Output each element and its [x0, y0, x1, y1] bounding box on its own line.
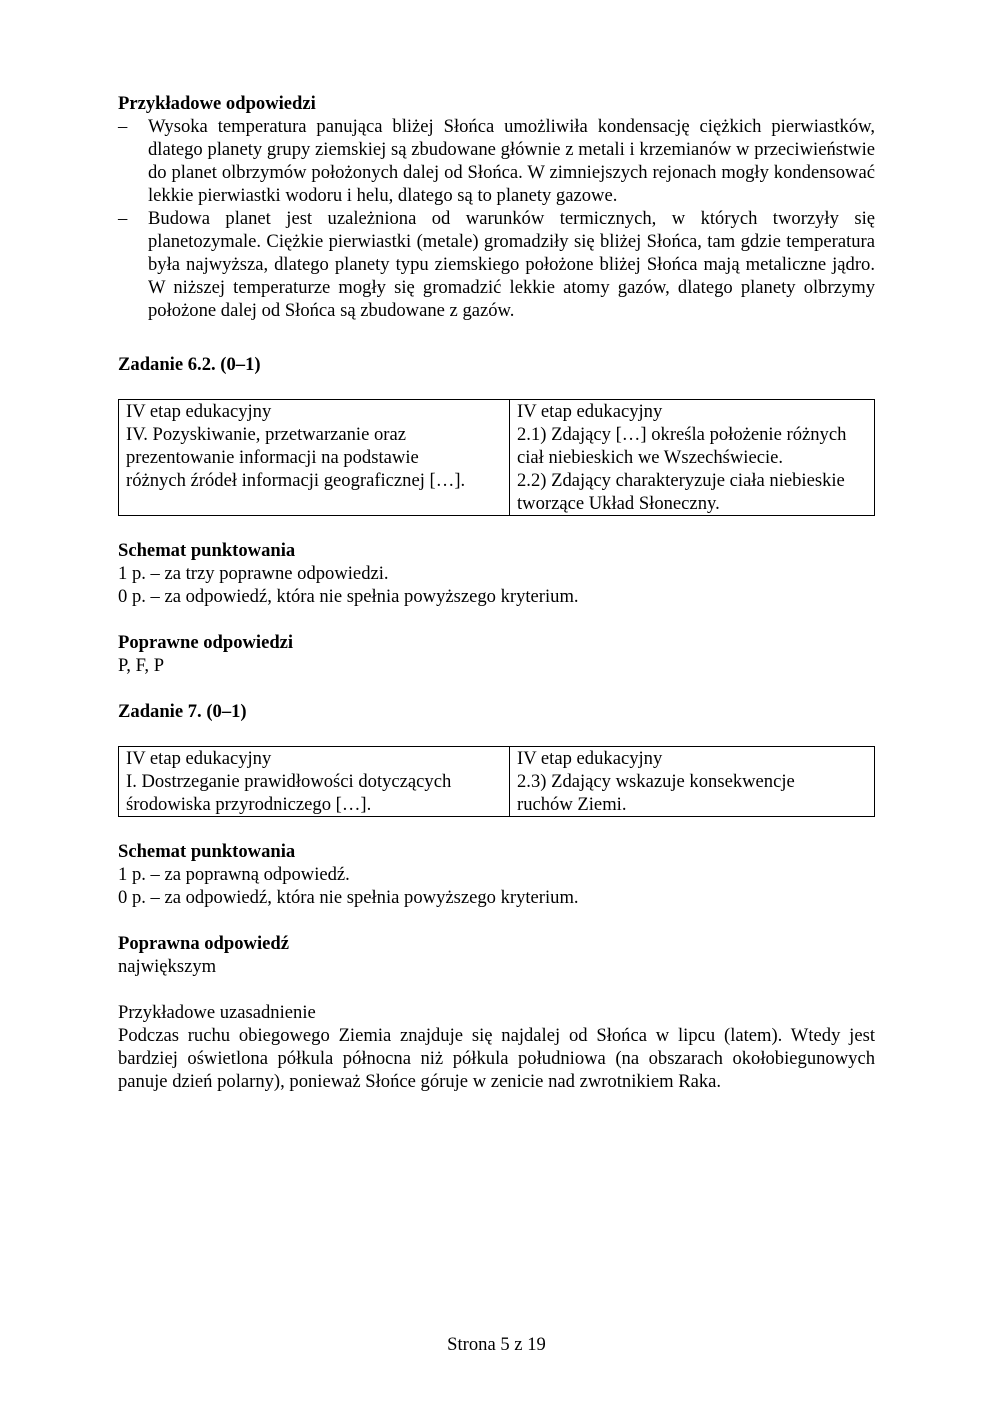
- sample-answer-text: Wysoka temperatura panująca bliżej Słońca umożliwiła kondensację ciężkich pierwiastków, dlatego planety grupy ziemskiej są zbudowane głównie z metali i krzemianów w przeciwieństwie do planet olbrzymów położonych dalej od Słońca. W zimniejszych rejonach mogły kondensować lekkie pierwiastki wodoru i helu, dlatego są to planety gazowe.: [148, 116, 875, 206]
- correct-answer-heading: Poprawna odpowiedź: [118, 933, 289, 954]
- task-6-2-requirements-table: [118, 399, 875, 516]
- general-requirement-cell: [119, 400, 510, 516]
- table-cell-line: IV. Pozyskiwanie, przetwarzanie oraz: [126, 424, 406, 445]
- table-cell-line: IV etap edukacyjny: [126, 401, 272, 422]
- scoring-line: 0 p. – za odpowiedź, która nie spełnia powyższego kryterium.: [118, 887, 579, 908]
- specific-requirement-cell: [510, 400, 875, 516]
- table-cell-line: ciał niebieskich we Wszechświecie.: [517, 447, 784, 468]
- list-item: [118, 207, 875, 322]
- table-cell-line: IV etap edukacyjny: [517, 748, 663, 769]
- table-cell-line: 2.3) Zdający wskazuje konsekwencje: [517, 771, 795, 792]
- task-7-title: Zadanie 7. (0–1): [118, 701, 247, 722]
- dash-bullet: –: [118, 116, 128, 137]
- general-requirement-cell: [119, 747, 510, 817]
- correct-answers-heading: Poprawne odpowiedzi: [118, 632, 294, 653]
- task-6-2-title: Zadanie 6.2. (0–1): [118, 354, 261, 375]
- sample-answers-heading: Przykładowe odpowiedzi: [118, 93, 316, 114]
- scoring-line: 1 p. – za trzy poprawne odpowiedzi.: [118, 563, 389, 584]
- task-7-requirements-table: [118, 746, 875, 817]
- table-cell-line: IV etap edukacyjny: [517, 401, 663, 422]
- table-cell-line: 2.1) Zdający […] określa położenie różnych: [517, 424, 847, 445]
- table-cell-line: 2.2) Zdający charakteryzuje ciała niebieskie: [517, 470, 845, 491]
- scoring-heading: Schemat punktowania: [118, 540, 296, 561]
- justification-text: Podczas ruchu obiegowego Ziemia znajduje się najdalej od Słońca w lipcu (latem). Wtedy jest bardziej oświetlona półkula północna niż półkula południowa (na obszarach okołobiegunowych panuje dzień polarny), ponieważ Słońce góruje w zenicie nad zwrotnikiem Raka.: [118, 1025, 875, 1092]
- sample-answers-list: [118, 115, 875, 322]
- specific-requirement-cell: [510, 747, 875, 817]
- scoring-line: 0 p. – za odpowiedź, która nie spełnia powyższego kryterium.: [118, 586, 579, 607]
- table-cell-line: tworzące Układ Słoneczny.: [517, 493, 720, 514]
- table-cell-line: IV etap edukacyjny: [126, 748, 272, 769]
- scoring-line: 1 p. – za poprawną odpowiedź.: [118, 864, 350, 885]
- page-number: Strona 5 z 19: [447, 1334, 546, 1355]
- document-page: [118, 92, 875, 1093]
- sample-answer-text: Budowa planet jest uzależniona od warunków termicznych, w których tworzyły się planetozymale. Ciężkie pierwiastki (metale) gromadziły się bliżej Słońca, tam gdzie temperatura była najwyższa, dlatego planety typu ziemskiego położone bliżej Słońca mają metaliczne jądro. W niższej temperaturze mogły się gromadzić lekkie atomy gazów, dlatego planety olbrzymy położone dalej od Słońca są zbudowane z gazów.: [148, 208, 875, 321]
- scoring-heading: Schemat punktowania: [118, 841, 296, 862]
- table-cell-line: I. Dostrzeganie prawidłowości dotyczących: [126, 771, 452, 792]
- correct-answer: największym: [118, 956, 217, 977]
- table-cell-line: prezentowanie informacji na podstawie: [126, 447, 419, 468]
- table-cell-line: ruchów Ziemi.: [517, 794, 627, 815]
- correct-answers: P, F, P: [118, 655, 165, 676]
- list-item: [118, 115, 875, 207]
- table-cell-line: środowiska przyrodniczego […].: [126, 794, 372, 815]
- dash-bullet: –: [118, 208, 128, 229]
- justification-heading: Przykładowe uzasadnienie: [118, 1002, 316, 1023]
- table-cell-line: różnych źródeł informacji geograficznej […].: [126, 470, 466, 491]
